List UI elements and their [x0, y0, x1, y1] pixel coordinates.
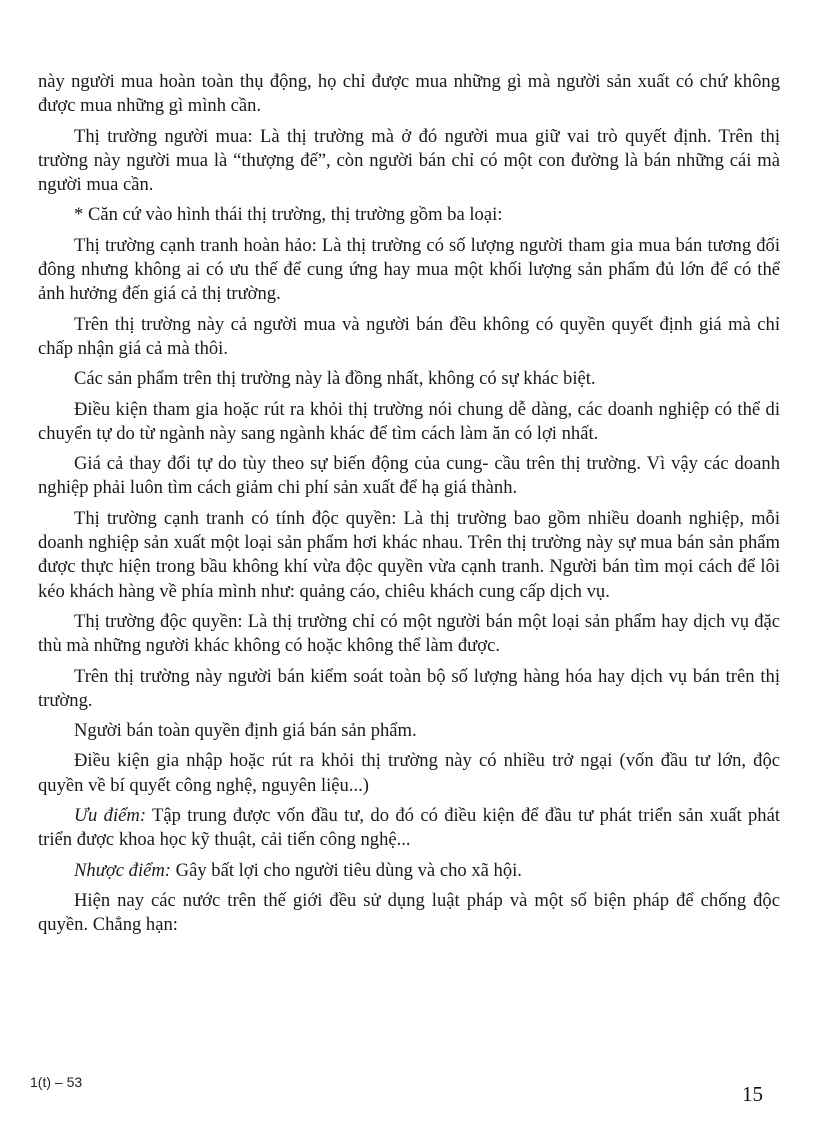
paragraph-10: Thị trường độc quyền: Là thị trường chỉ có một người bán một loại sản phẩm hay dịch vụ đặc thù mà những người khác không có hoặc không thể làm được.: [38, 610, 780, 657]
advantage-paragraph: [38, 804, 780, 853]
paragraph-6: Các sản phẩm trên thị trường này là đồng nhất, không có sự khác biệt.: [74, 368, 596, 390]
paragraph-7: Điều kiện tham gia hoặc rút ra khỏi thị trường nói chung dễ dàng, các doanh nghiệp có thể di chuyển tự do từ ngành này sang ngành khác để tìm cách làm ăn có lợi nhất.: [38, 398, 780, 444]
paragraph-11: Trên thị trường này người bán kiểm soát toàn bộ số lượng hàng hóa hay dịch vụ bán trên thị trường.: [38, 665, 780, 711]
disadvantage-paragraph: [38, 859, 780, 883]
page-number: 15: [742, 1082, 763, 1106]
paragraph-2: Thị trường người mua: Là thị trường mà ở đó người mua giữ vai trò quyết định. Trên thị trường này người mua là “thượng đế”, còn người bán chỉ có một con đường là bán những cái mà người mua cần.: [38, 125, 780, 196]
paragraph-1: này người mua hoàn toàn thụ động, họ chỉ được mua những gì mà người sản xuất có chứ không được mua những gì mình cần.: [38, 71, 780, 117]
page-body: [38, 70, 780, 938]
paragraph-3: * Căn cứ vào hình thái thị trường, thị trường gồm ba loại:: [74, 204, 503, 226]
advantage-label: Ưu điểm:: [74, 805, 147, 827]
footer-code: 1(t) – 53: [30, 1074, 83, 1090]
advantage-text: Tập trung được vốn đầu tư, do đó có điều kiện để đầu tư phát triển sản xuất phát triển được khoa học kỹ thuật, cải tiến công nghệ...: [38, 805, 780, 851]
paragraph-4: Thị trường cạnh tranh hoàn hảo: Là thị trường có số lượng người tham gia mua bán tương đối đông nhưng không ai có ưu thế để cung ứng hay mua một khối lượng sản phẩm đủ lớn để có thể ảnh hưởng đến giá cả thị trường.: [38, 234, 780, 305]
paragraph-12: Người bán toàn quyền định giá bán sản phẩm.: [74, 720, 417, 742]
closing-paragraph: Hiện nay các nước trên thế giới đều sử dụng luật pháp và một số biện pháp để chống độc quyền. Chẳng hạn:: [38, 889, 780, 936]
disadvantage-text: Gây bất lợi cho người tiêu dùng và cho xã hội.: [171, 859, 522, 881]
paragraph-5: Trên thị trường này cả người mua và người bán đều không có quyền quyết định giá mà chỉ chấp nhận giá cả mà thôi.: [38, 313, 780, 359]
disadvantage-label: Nhược điểm:: [74, 859, 171, 881]
paragraph-13: Điều kiện gia nhập hoặc rút ra khỏi thị trường này có nhiều trở ngại (vốn đầu tư lớn, độc quyền về bí quyết công nghệ, nguyên liệu...): [38, 750, 780, 796]
paragraph-9: Thị trường cạnh tranh có tính độc quyền: Là thị trường bao gồm nhiều doanh nghiệp, mỗi doanh nghiệp sản xuất một loại sản phẩm hơi khác nhau. Trên thị trường này sự mua bán sản phẩm được thực hiện trong bầu không khí vừa độc quyền vừa cạnh tranh. Người bán tìm mọi cách để lôi kéo khách hàng về phía mình như: quảng cáo, chiêu khách cung cấp dịch vụ.: [38, 507, 780, 602]
paragraph-8: Giá cả thay đổi tự do tùy theo sự biến động của cung- cầu trên thị trường. Vì vậy các doanh nghiệp phải luôn tìm cách giảm chi phí sản xuất để hạ giá thành.: [38, 453, 780, 499]
